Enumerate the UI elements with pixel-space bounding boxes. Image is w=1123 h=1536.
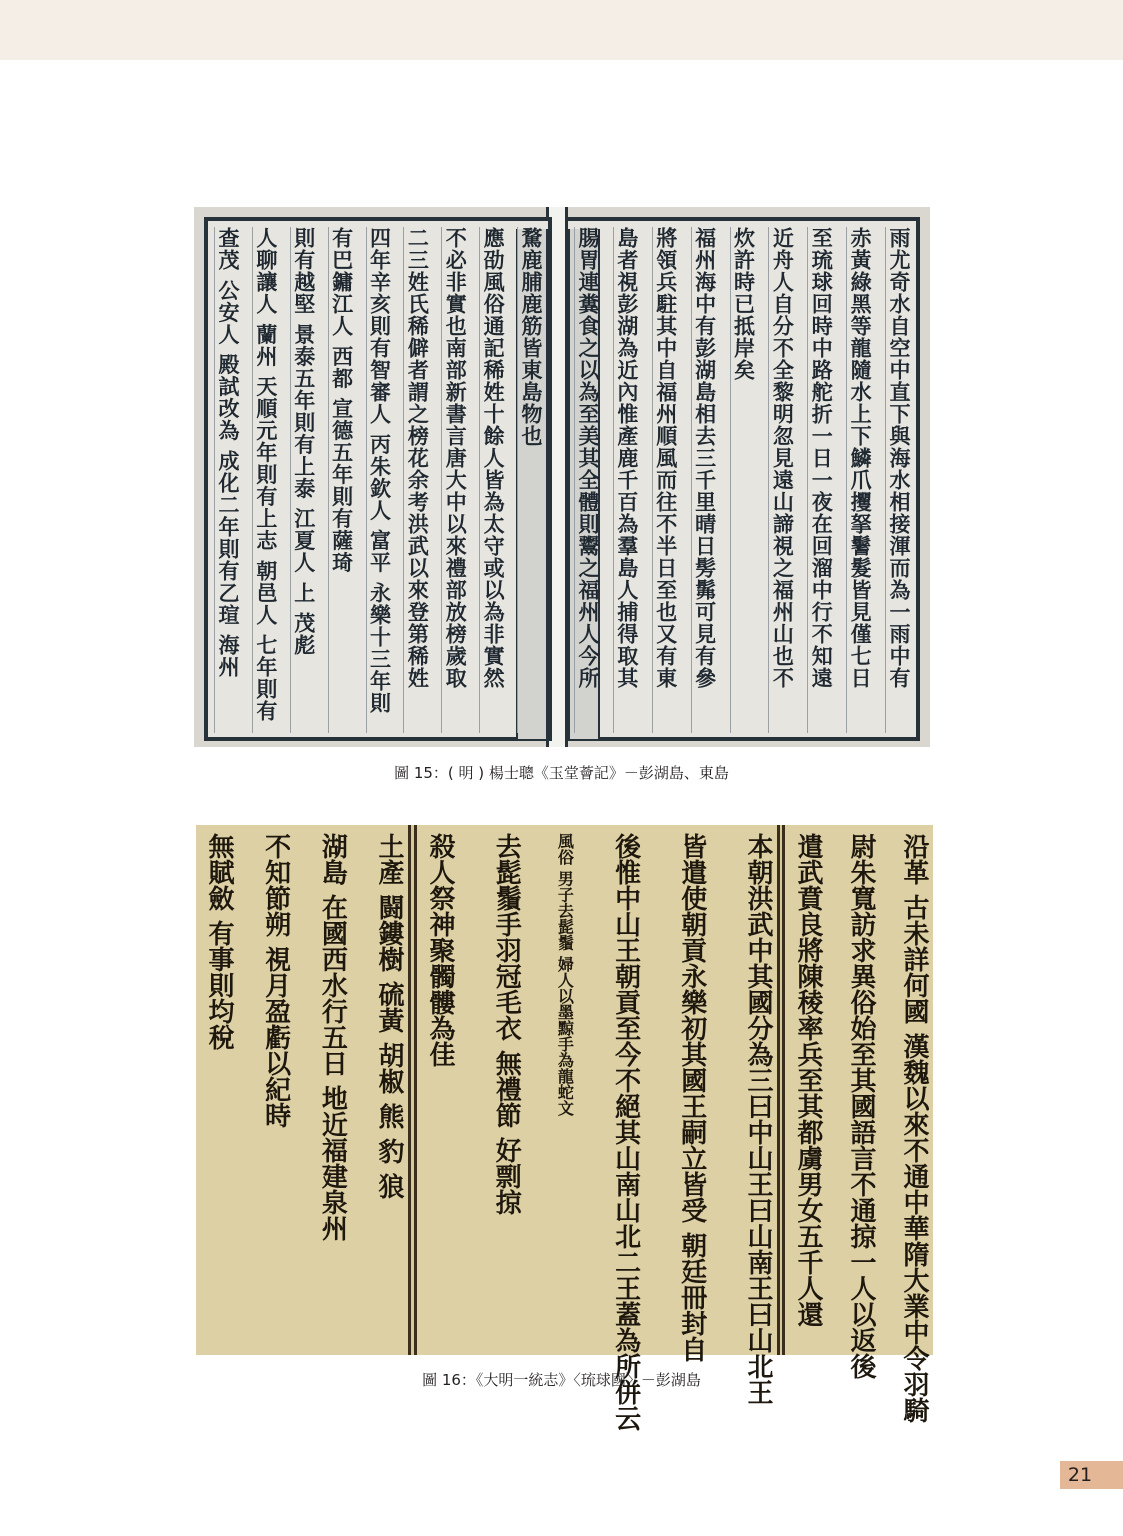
text-column: 查茂 公安人 殿試改為 成化二年則有乙瑄 海州 [214,227,239,733]
text-column: 雨尤奇水自空中直下與海水相接渾而為一雨中有 [885,227,910,733]
figure-16-left-panel [196,825,411,1355]
text-column: 應劭風俗通記稀姓十餘人皆為太守或以為非實然 [479,227,504,733]
text-column: 湖島 在國西水行五日 地近福建泉州 [317,833,348,1242]
text-column: 本朝洪武中其國分為三曰中山王曰山南王曰山北王 [742,833,773,1405]
text-column: 二三姓氏稀僻者謂之榜花余考洪武以來登第稀姓 [403,227,428,733]
text-column: 尉朱寬訪求異俗始至其國語言不通掠一人以返後 [846,833,876,1379]
text-column: 四年辛亥則有智審人 丙朱欽人 富平 永樂十三年則 [366,227,391,733]
text-column: 不知節朔 視月盈虧以紀時 [260,833,291,1129]
text-column: 沿革 古未詳何國 漢魏以來不通中華隋大業中令羽騎 [899,833,929,1424]
text-column: 至琉球回時中路舵折一日一夜在回溜中行不知遠 [807,227,832,733]
figure-15-right-columns [574,227,910,733]
text-column: 人聊讓人 蘭州 天順元年則有上志 朝邑人 七年則有 [252,227,277,733]
text-column: 風俗 男子去髭鬚 婦人以墨黥手為龍蛇文 [555,833,575,1117]
text-column: 近舟人自分不全黎明忽見遠山諦視之福州山也不 [768,227,793,733]
text-column: 去髭鬚手羽冠毛衣 無禮節 好剽掠 [491,833,522,1216]
figure-16-left-columns [202,833,402,1347]
figure-16-right-columns [791,833,929,1424]
text-column: 遣武賁良將陳稜率兵至其都虜男女五千人還 [793,833,823,1327]
text-column: 皆遣使朝貢永樂初其國王嗣立皆受 朝廷冊封自 [676,833,707,1363]
figure-15-left-columns [214,227,542,733]
figure-15-caption: 圖 15：( 明 ) 楊士聰《玉堂薈記》－彭湖島、東島 [394,764,729,782]
text-column: 不必非實也南部新書言唐大中以來禮部放榜歲取 [441,227,466,733]
text-column: 島者視彭湖為近內惟產鹿千百為羣島人捕得取其 [613,227,638,733]
text-column: 赤黃綠黑等龍隨水上下鱗爪攫拏鬐髮皆見僅七日 [846,227,871,733]
text-column: 福州海中有彭湖島相去三千里晴日髣髴可見有參 [691,227,716,733]
figure-15-left-leaf [204,217,552,741]
text-column: 腸胃連糞食之以為至美其全體則鬻之福州人今所 [574,227,599,733]
text-column: 後惟中山王朝貢至今不絕其山南山北二王蓋為所併云 [610,833,641,1431]
text-column: 炊許時已抵岸矣 [730,227,755,733]
text-column: 則有越堅 景泰五年則有上泰 江夏人 上 茂彪 [290,227,315,733]
text-column: 殺人祭神聚髑髏為佳 [425,833,455,1067]
figure-16-right-panel [782,825,933,1424]
text-column: 騖鹿脯鹿筋皆東島物也 [517,227,542,733]
figure-15-image [194,207,930,747]
figure-15-right-leaf [564,217,920,741]
text-column: 無賦斂 有事則均稅 [204,833,234,1051]
figure-16-caption: 圖 16：《大明一統志》〈琉球國〉－彭湖島 [422,1371,701,1389]
text-column: 有巴鏞江人 西都 宣德五年則有薩琦 [328,227,353,733]
text-column: 將領兵駐其中自福州順風而往不半日至也又有東 [652,227,677,733]
page-number: 21 [1067,1464,1093,1486]
text-column: 土產 闘鏤樹 硫黃 胡椒 熊 豹 狼 [373,833,404,1200]
top-band [0,0,1123,60]
